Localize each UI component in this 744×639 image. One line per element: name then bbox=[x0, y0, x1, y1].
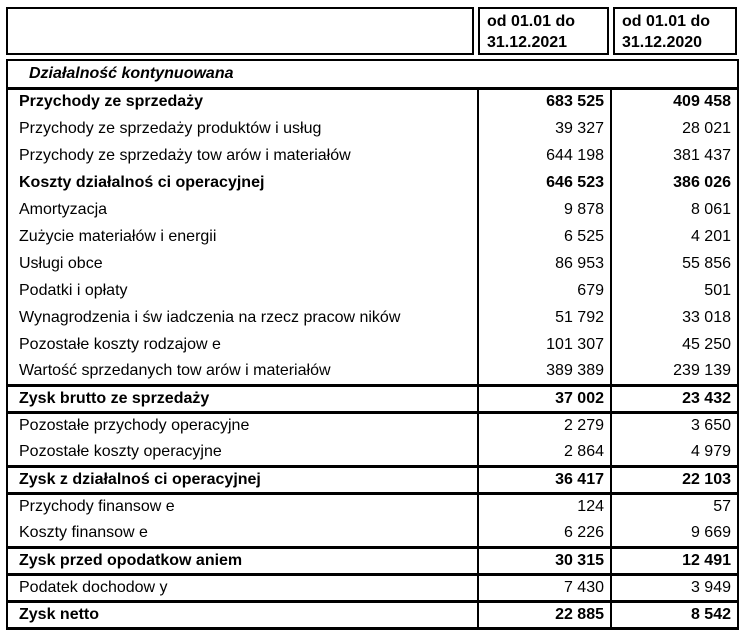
header-empty-cell bbox=[6, 7, 474, 55]
value-2020: 28 021 bbox=[682, 119, 731, 137]
value-2020: 381 437 bbox=[673, 146, 731, 164]
table-row bbox=[7, 142, 738, 169]
income-statement-table bbox=[6, 59, 739, 630]
value-2020: 22 103 bbox=[611, 466, 738, 493]
table-header-row bbox=[6, 7, 737, 55]
value-2020: 8 061 bbox=[690, 200, 731, 218]
header-period-2020-line1: od 01.01 do bbox=[622, 13, 711, 30]
table-row bbox=[7, 493, 738, 520]
value-2020: 386 026 bbox=[673, 173, 731, 191]
section-row bbox=[7, 60, 738, 88]
value-2021: 646 523 bbox=[478, 169, 611, 196]
value-2021: 2 864 bbox=[478, 439, 611, 466]
value-2021: 683 525 bbox=[478, 88, 611, 115]
row-label: Zysk przed opodatkow aniem bbox=[7, 547, 478, 574]
table-row bbox=[7, 169, 738, 196]
row-label: Zysk netto bbox=[7, 601, 478, 628]
row-label: Koszty finansow e bbox=[7, 520, 478, 547]
table-row bbox=[7, 466, 738, 493]
row-label: Zysk z działalnoś ci operacyjnej bbox=[7, 466, 478, 493]
table-row bbox=[7, 196, 738, 223]
value-2020: 3 650 bbox=[690, 417, 731, 435]
value-2021: 389 389 bbox=[478, 358, 611, 385]
table-row bbox=[7, 385, 738, 412]
table-row bbox=[7, 331, 738, 358]
value-2020: 23 432 bbox=[611, 385, 738, 412]
value-2021: 51 792 bbox=[478, 304, 611, 331]
table-row bbox=[7, 277, 738, 304]
value-2020: 45 250 bbox=[682, 335, 731, 353]
table-row bbox=[7, 574, 738, 601]
value-2021: 30 315 bbox=[478, 547, 611, 574]
row-label: Zużycie materiałów i energii bbox=[7, 223, 478, 250]
row-label: Usługi obce bbox=[7, 250, 478, 277]
value-2021: 6 525 bbox=[478, 223, 611, 250]
value-2020: 4 201 bbox=[690, 227, 731, 245]
table-body bbox=[7, 60, 738, 628]
table-row bbox=[7, 115, 738, 142]
value-2021: 2 279 bbox=[478, 412, 611, 439]
value-2021: 7 430 bbox=[478, 574, 611, 601]
value-2020: 239 139 bbox=[673, 361, 731, 379]
table-row bbox=[7, 412, 738, 439]
value-2021: 101 307 bbox=[478, 331, 611, 358]
value-2021: 86 953 bbox=[478, 250, 611, 277]
value-2021: 124 bbox=[478, 493, 611, 520]
table-row bbox=[7, 88, 738, 115]
header-period-2020 bbox=[613, 7, 737, 55]
value-2021: 22 885 bbox=[478, 601, 611, 628]
value-2021: 9 878 bbox=[478, 196, 611, 223]
table-row bbox=[7, 358, 738, 385]
value-2020: 3 949 bbox=[690, 578, 731, 596]
header-period-2021-line2: 31.12.2021 bbox=[487, 34, 568, 51]
value-2021: 6 226 bbox=[478, 520, 611, 547]
row-label: Amortyzacja bbox=[7, 196, 478, 223]
table-row bbox=[7, 520, 738, 547]
table-row bbox=[7, 547, 738, 574]
value-2020: 501 bbox=[704, 281, 731, 299]
value-2020: 4 979 bbox=[690, 442, 731, 460]
value-2021: 679 bbox=[478, 277, 611, 304]
row-label: Przychody finansow e bbox=[7, 493, 478, 520]
row-label: Wartość sprzedanych tow arów i materiałów bbox=[7, 358, 478, 385]
row-label: Przychody ze sprzedaży produktów i usług bbox=[7, 115, 478, 142]
row-label: Pozostałe przychody operacyjne bbox=[7, 412, 478, 439]
row-label: Przychody ze sprzedaży bbox=[7, 88, 478, 115]
value-2021: 644 198 bbox=[478, 142, 611, 169]
value-2021: 39 327 bbox=[478, 115, 611, 142]
value-2020: 8 542 bbox=[611, 601, 738, 628]
table-row bbox=[7, 223, 738, 250]
table-row bbox=[7, 601, 738, 628]
value-2020: 55 856 bbox=[682, 254, 731, 272]
header-period-2021 bbox=[478, 7, 609, 55]
table-row bbox=[7, 439, 738, 466]
row-label: Podatki i opłaty bbox=[7, 277, 478, 304]
section-title: Działalność kontynuowana bbox=[7, 60, 738, 88]
row-label: Pozostałe koszty operacyjne bbox=[7, 439, 478, 466]
table-row bbox=[7, 250, 738, 277]
value-2020: 12 491 bbox=[611, 547, 738, 574]
value-2020: 33 018 bbox=[682, 308, 731, 326]
value-2020: 9 669 bbox=[690, 523, 731, 541]
row-label: Zysk brutto ze sprzedaży bbox=[7, 385, 478, 412]
value-2021: 36 417 bbox=[478, 466, 611, 493]
table-row bbox=[7, 304, 738, 331]
row-label: Wynagrodzenia i św iadczenia na rzecz pracow ników bbox=[7, 304, 478, 331]
row-label: Pozostałe koszty rodzajow e bbox=[7, 331, 478, 358]
row-label: Podatek dochodow y bbox=[7, 574, 478, 601]
row-label: Koszty działalnoś ci operacyjnej bbox=[7, 169, 478, 196]
value-2020: 57 bbox=[713, 498, 731, 516]
header-period-2021-line1: od 01.01 do bbox=[487, 13, 576, 30]
value-2020: 409 458 bbox=[673, 93, 731, 111]
value-2021: 37 002 bbox=[478, 385, 611, 412]
row-label: Przychody ze sprzedaży tow arów i materiałów bbox=[7, 142, 478, 169]
header-period-2020-line2: 31.12.2020 bbox=[622, 34, 703, 51]
